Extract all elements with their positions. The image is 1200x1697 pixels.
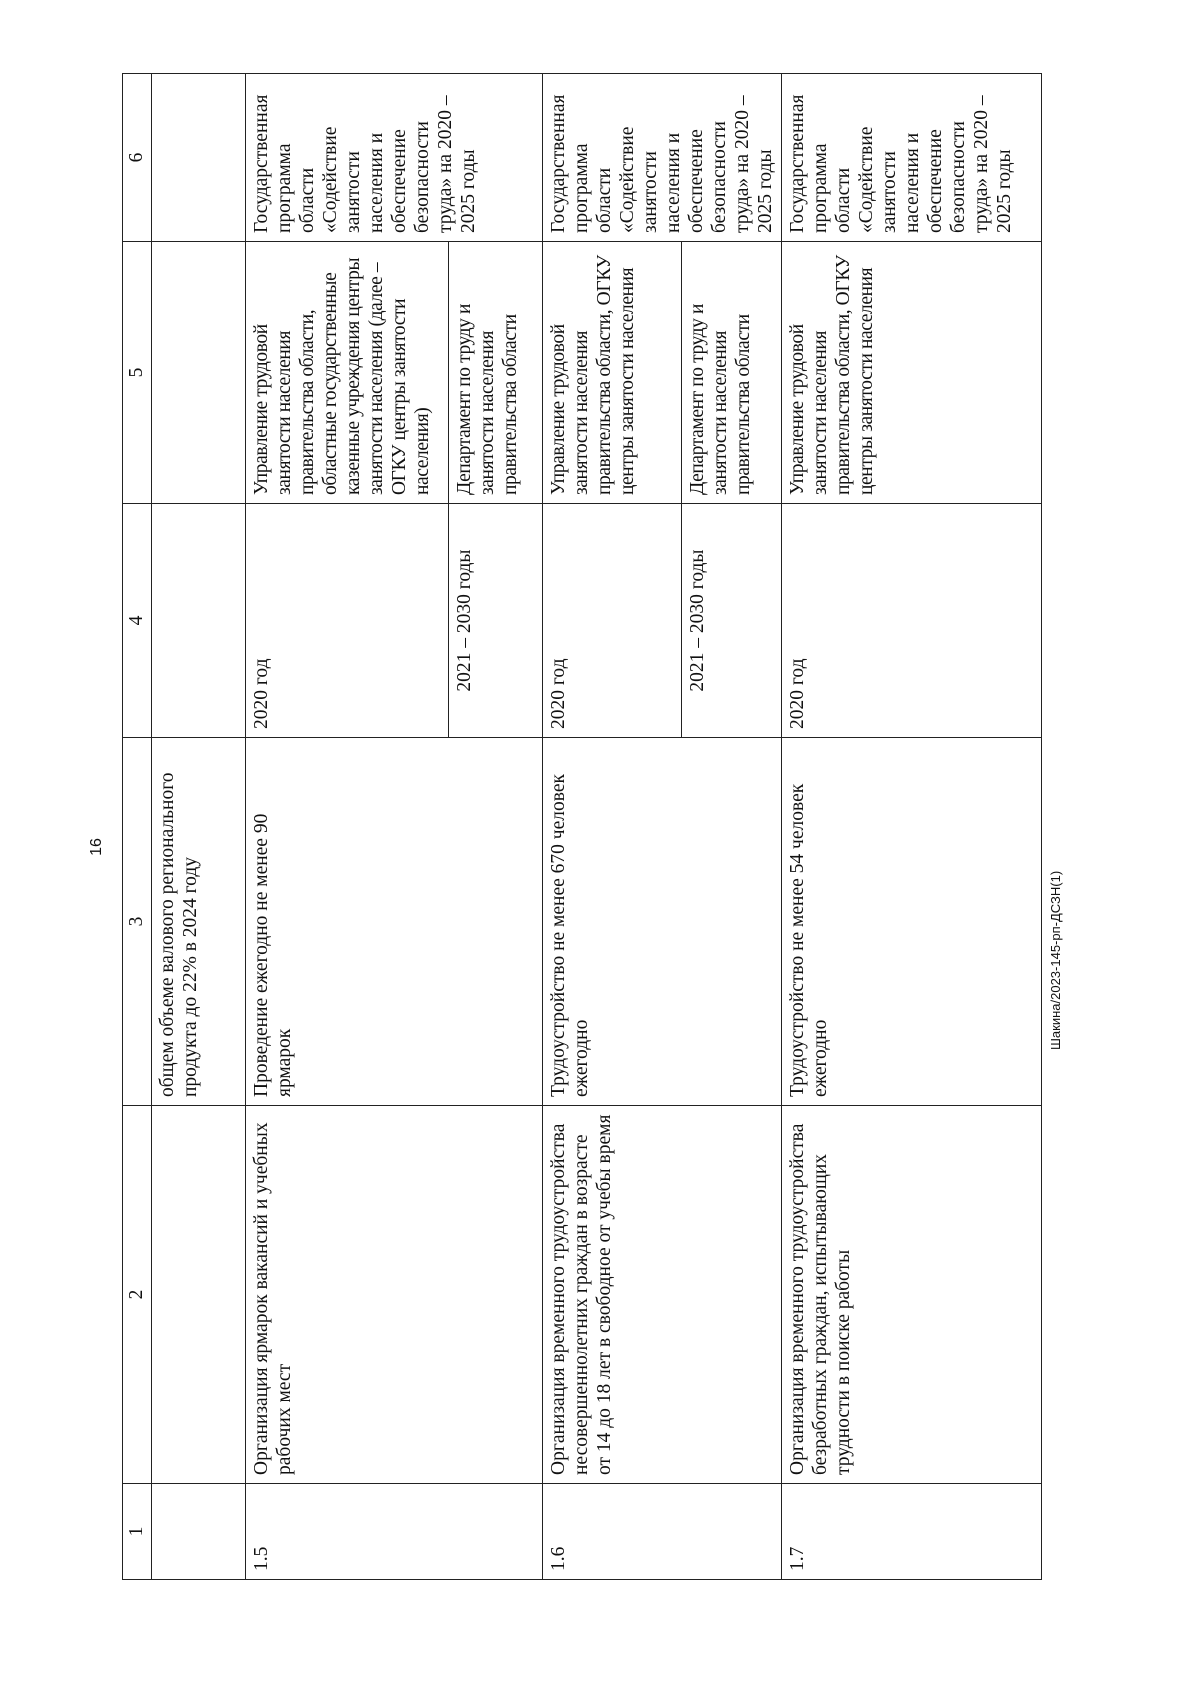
header-row — [123, 74, 152, 1580]
period-cell: 2020 год — [782, 504, 1042, 738]
cell-empty — [152, 1106, 246, 1484]
row-number: 1.7 — [782, 1484, 1042, 1580]
executor-cell: Управление трудовой занятости населения правительства области, областные государственные казенные учреждения центры занятости населения (далее – ОГКУ центры занятости населения) — [246, 242, 449, 504]
page-number: 16 — [88, 838, 105, 856]
indicator-cell: Проведение ежегодно не менее 90 ярмарок — [246, 738, 543, 1106]
cell-empty — [152, 504, 246, 738]
program-cell: Государственная программа области «Содействие занятости населения и обеспечение безопасности труда» на 2020 – 2025 годы — [246, 74, 543, 242]
header-col-1: 1 — [123, 1484, 152, 1580]
program-cell: Государственная программа области «Содействие занятости населения и обеспечение безопасности труда» на 2020 – 2025 годы — [543, 74, 782, 242]
executor-cell: Управление трудовой занятости населения правительства области, ОГКУ центры занятости населения — [543, 242, 682, 504]
executor-cell: Департамент по труду и занятости населения правительства области — [449, 242, 543, 504]
continuation-row — [152, 74, 246, 1580]
header-col-3: 3 — [123, 738, 152, 1106]
document-footer: Шакина/2023-145-рп-ДСЗН(1) — [1048, 870, 1063, 1050]
activity-cell: Организация ярмарок вакансий и учебных рабочих мест — [246, 1106, 543, 1484]
indicator-cell: Трудоустройство не менее 54 человек ежегодно — [782, 738, 1042, 1106]
row-number: 1.6 — [543, 1484, 782, 1580]
executor-cell: Департамент по труду и занятости населения правительства области — [681, 242, 781, 504]
indicator-cell: Трудоустройство не менее 670 человек ежегодно — [543, 738, 782, 1106]
measures-table — [122, 73, 1042, 1580]
cell-empty — [152, 242, 246, 504]
row-number: 1.5 — [246, 1484, 543, 1580]
table-row — [543, 74, 682, 1580]
header-col-4: 4 — [123, 504, 152, 738]
header-col-5: 5 — [123, 242, 152, 504]
cell-empty — [152, 74, 246, 242]
cell-empty — [152, 1484, 246, 1580]
activity-cell: Организация временного трудоустройства несовершеннолетних граждан в возрасте от 14 до 18 лет в свободное от учебы время — [543, 1106, 782, 1484]
rotated-table-sheet — [122, 74, 1042, 1580]
period-cell: 2020 год — [246, 504, 449, 738]
continuation-indicator: общем объеме валового регионального продукта до 22% в 2024 году — [152, 738, 246, 1106]
header-col-2: 2 — [123, 1106, 152, 1484]
table-row — [782, 74, 1042, 1580]
table-row — [246, 74, 449, 1580]
header-col-6: 6 — [123, 74, 152, 242]
program-cell: Государственная программа области «Содействие занятости населения и обеспечение безопасности труда» на 2020 – 2025 годы — [782, 74, 1042, 242]
executor-cell: Управление трудовой занятости населения правительства области, ОГКУ центры занятости населения — [782, 242, 1042, 504]
activity-cell: Организация временного трудоустройства безработных граждан, испытывающих трудности в поиске работы — [782, 1106, 1042, 1484]
period-cell: 2021 – 2030 годы — [449, 504, 543, 738]
period-cell: 2021 – 2030 годы — [681, 504, 781, 738]
period-cell: 2020 год — [543, 504, 682, 738]
